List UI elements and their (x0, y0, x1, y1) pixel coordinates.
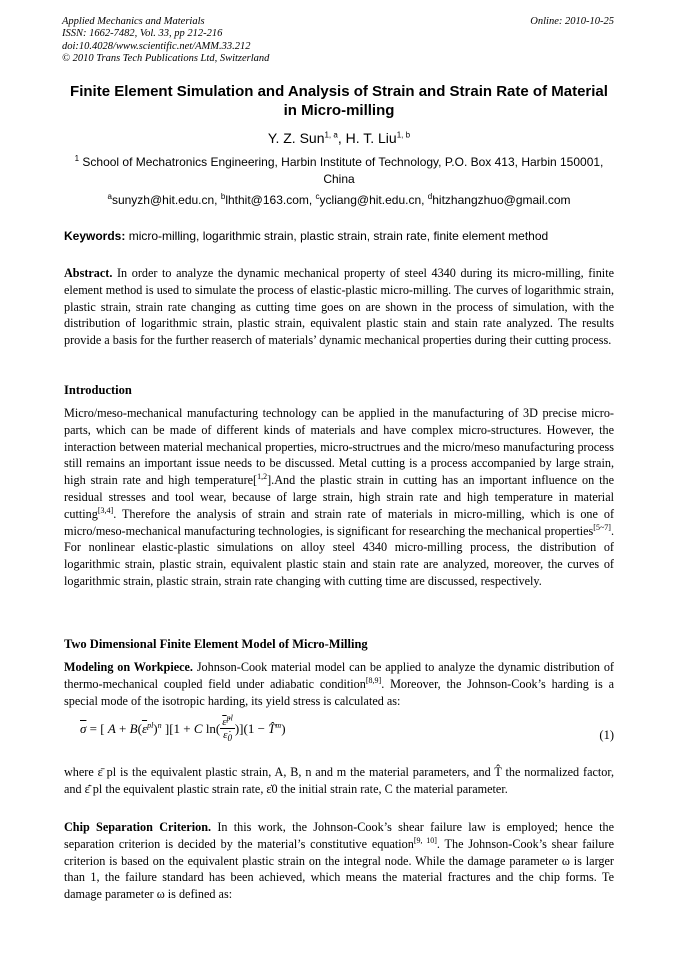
online-date: Online: 2010-10-25 (530, 16, 614, 27)
paper-title: Finite Element Simulation and Analysis of Strain and Strain Rate of Material in Micro-milling (70, 83, 608, 119)
journal-header (62, 16, 269, 65)
email-link[interactable]: lhthit@163.com, (225, 193, 316, 207)
modeling-paragraph (64, 659, 614, 709)
abstract (64, 265, 614, 349)
author-affil-sup: 1, a (324, 130, 338, 140)
copyright: © 2010 Trans Tech Publications Ltd, Switzerland (62, 52, 270, 64)
email-link[interactable]: ycliang@hit.edu.cn, (319, 193, 428, 207)
author-name: H. T. Liu (345, 130, 397, 146)
email-sup: a (107, 192, 112, 201)
where-paragraph: where ε̄ pl is the equivalent plastic strain, A, B, n and m the material parameters, and T̂ the normalized factor, and ε̄̇ pl the equivalent plastic strain rate, ε̇0 the initial strain rate, C the material parameter. (64, 765, 614, 796)
abstract-text: In order to analyze the dynamic mechanical property of steel 4340 during its micro-milling, finite element method is used to simulate the process of elastic-plastic micro-milling. The curves of logarithmic strain, plastic strain, strain rate changing as cutting time goes on are shown in the process of simulation, with the distribution of logarithmic strain, plastic strain, equivalent plastic stain and stain rate analyzed. The results provide a basis for the further reaserch of materials’ dynamic mechanical properties during their cutting process. (64, 266, 614, 348)
citation: [9, 10] (413, 835, 437, 845)
keywords (64, 229, 614, 243)
issn: ISSN: 1662-7482, Vol. 33, pp 212-216 (62, 28, 223, 40)
affiliation-text: School of Mechatronics Engineering, Harbin Institute of Technology, P.O. Box 413, Harbin 150001, China (82, 155, 604, 186)
author-affil-sup: 1, b (396, 130, 411, 140)
author-name: Y. Z. Sun (267, 130, 325, 146)
intro-text: . Therefore the analysis of strain and strain rate of materials in micro-milling, which is one of micro/meso-mechanical manufacturing technologies, is significant for researching the mechanical properties (64, 506, 614, 538)
citation: 1,2 (257, 472, 268, 482)
email-sup: b (220, 192, 226, 201)
modeling-text: Johnson-Cook material model can be applied to analyze the dynamic distribution of thermo-mechanical coupled field under adiabatic condition (64, 660, 614, 691)
citation: [3,4] (97, 505, 114, 515)
email-line (0, 193, 678, 207)
modeling-text: . Moreover, the Johnson-Cook’s harding is a special mode of the isotropic harding, its yield stress is calculated as: (64, 676, 615, 708)
intro-text: ].And the plastic strain in cutting has an important influence on the residual stresses and tool wear, because of large strain, high strain rate and high temperature in material cutting (64, 473, 614, 521)
equation-1 (80, 710, 614, 758)
affiliation-sup: 1 (74, 154, 80, 163)
author-separator: , (337, 130, 346, 146)
citation: [5~7] (593, 522, 611, 532)
citation: [8,9] (365, 675, 382, 685)
modeling-label: Modeling on Workpiece. (64, 660, 193, 674)
chip-separation-text: . The Johnson-Cook’s shear failure criterion is based on the equivalent plastic strain on the integral node. While the damage parameter ω is larger than 1, the failure standard has been achieved, which means the material fractures and the chip forms. Te damage parameter ω is defined as: (64, 836, 614, 902)
email-link[interactable]: sunyzh@hit.edu.cn, (111, 193, 221, 207)
journal-name: Applied Mechanics and Materials (62, 16, 205, 27)
email-sup: c (315, 192, 320, 201)
equation-formula: $\overline{\sigma}$ = [ $A + B(\overline{\varepsilon}^{pl})^n$ ][1 + C ln( $\frac{\varepsiloṅ^{pl}}{\varepsiloṅ_0}$ )](1 − T̂$^m$) (80, 713, 286, 744)
keywords-text: micro-milling, logarithmic strain, plastic strain, strain rate, finite element method (125, 229, 549, 243)
chip-separation-text: In this work, the Johnson-Cook’s shear failure law is employed; hence the separation criterion is decided by the material’s constitutive equation (64, 820, 614, 851)
chip-separation-paragraph (64, 819, 614, 903)
intro-text: . For nonlinear elastic-plastic simulations on alloy steel 4340 micro-milling process, the distribution of logarithmic strain, plastic strain, equivalent plastic stain and stain rate are analyzed, moreover, the curves of logarithmic strain, plastic strain, strain rate changing with cutting time are discussed, respectively. (64, 523, 614, 588)
author-line (0, 130, 678, 146)
abstract-label: Abstract. (64, 266, 113, 280)
keywords-label: Keywords: (64, 229, 126, 243)
equation-number: (1) (599, 728, 614, 742)
intro-paragraph (64, 405, 614, 590)
email-sup: d (427, 192, 433, 201)
doi: doi:10.4028/www.scientific.net/AMM.33.212 (62, 40, 251, 52)
affiliation (64, 154, 614, 188)
fem-heading: Two Dimensional Finite Element Model of Micro-Milling (64, 637, 368, 651)
email-link[interactable]: hitzhangzhuo@gmail.com (432, 193, 571, 207)
intro-text: Micro/meso-mechanical manufacturing technology can be applied in the manufacturing of 3D precise micro-parts, which can be made of different kinds of materials and have complex micro-structures. However, the interaction between material mechanical properties, micro-structrues and the micro/meso manufacturing process still remains an important issue needs to be discussed. Metal cutting is a process accompanied by large strain, high strain rate and high temperature[ (64, 406, 614, 488)
intro-heading: Introduction (64, 383, 132, 397)
chip-separation-label: Chip Separation Criterion. (64, 820, 212, 834)
